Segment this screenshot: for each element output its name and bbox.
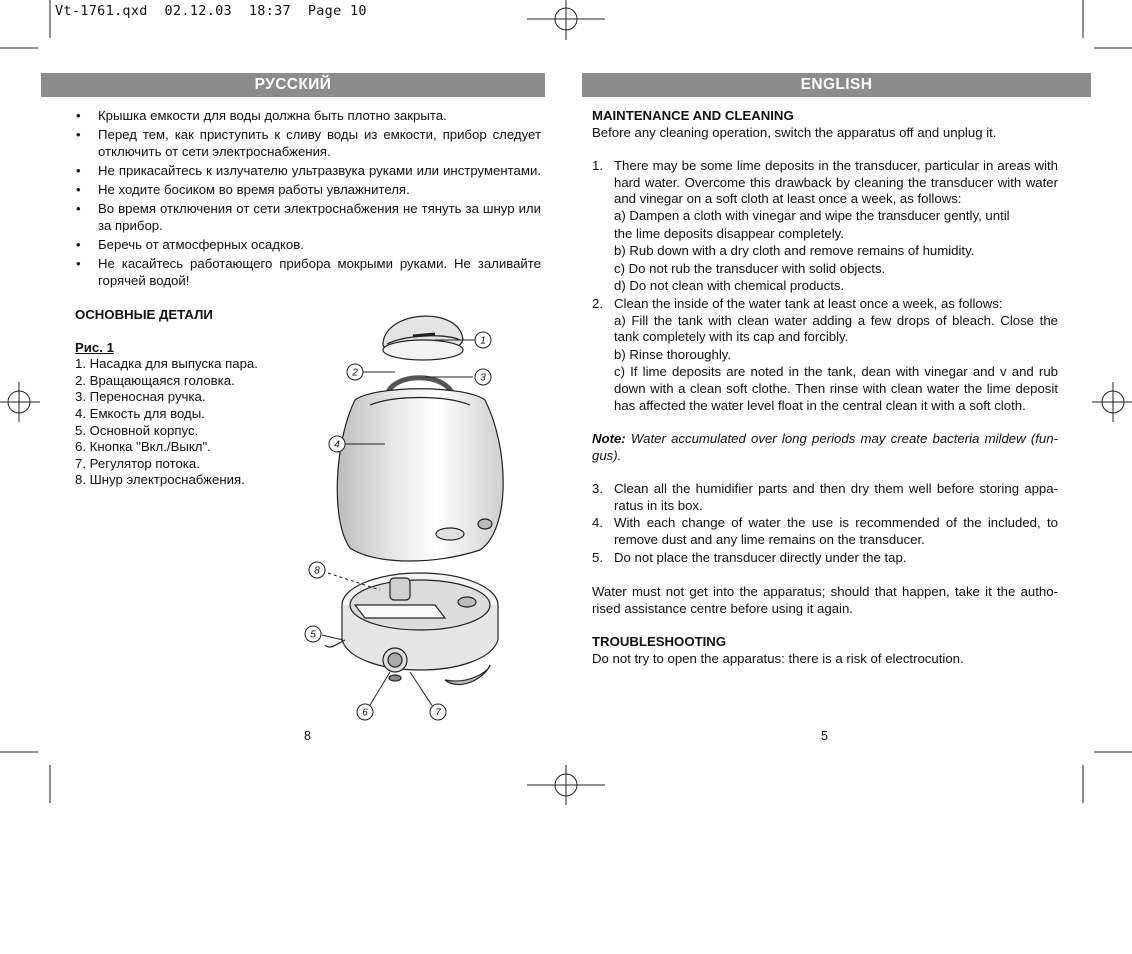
safety-bullet-list bbox=[75, 108, 541, 290]
sub-step: b) Rub down with a dry cloth and remove remains of humidity. bbox=[614, 243, 975, 259]
parts-heading: ОСНОВНЫЕ ДЕТАЛИ bbox=[75, 307, 213, 323]
humidifier-exploded-illustration bbox=[295, 300, 510, 725]
bullet-item: • Не прикасайтесь к излучателю ультразвука руками или инструментами. bbox=[75, 163, 541, 180]
part-item: 7. Регулятор потока. bbox=[75, 455, 200, 471]
bullet-item: • Крышка емкости для воды должна быть плотно закрыта. bbox=[75, 108, 541, 125]
step-text: Clean the inside of the water tank at least once a week, as follows: bbox=[614, 295, 1003, 311]
step-text: With each change of water the use is recommended of the included, to remove dust and any lime remains on the transducer. bbox=[614, 515, 1058, 548]
svg-text:3: 3 bbox=[480, 372, 486, 384]
svg-text:4: 4 bbox=[334, 439, 340, 451]
cleaning-step bbox=[592, 481, 1058, 514]
base-body-part bbox=[325, 573, 498, 685]
step-text: Do not place the transducer directly under the tap. bbox=[614, 549, 907, 565]
step-number: 3. bbox=[592, 481, 603, 497]
maintenance-intro: Before any cleaning operation, switch the apparatus off and unplug it. bbox=[592, 124, 997, 140]
english-section-header bbox=[582, 73, 1091, 97]
sub-step: c) Do not rub the transducer with solid objects. bbox=[614, 260, 886, 276]
storage-steps-list bbox=[592, 481, 1058, 566]
sub-step: b) Rinse thoroughly. bbox=[614, 346, 732, 362]
english-column bbox=[592, 108, 1058, 668]
print-slug-line: Vt-1761.qxd 02.12.03 18:37 Page 10 bbox=[55, 3, 367, 19]
part-item: 5. Основной корпус. bbox=[75, 422, 199, 438]
bullet-item: • Во время отключения от сети электроснабжения не тянуть за шнур или за прибор. bbox=[75, 201, 541, 234]
water-tank-part bbox=[337, 378, 503, 561]
sub-step: c) If lime deposits are noted in the tank, dean with vinegar and v and rub down with a clean soft clothe. Then rinse with clean water the lime deposit has affected the water level float in the central clean it with a soft cloth. bbox=[614, 364, 1058, 413]
callout-marker-4 bbox=[329, 436, 345, 452]
callout-marker-8 bbox=[309, 562, 325, 578]
part-item: 3. Переносная ручка. bbox=[75, 389, 206, 405]
part-item: 6. Кнопка "Вкл./Выкл". bbox=[75, 439, 211, 455]
cleaning-step bbox=[592, 158, 1058, 295]
cleaning-step bbox=[592, 550, 1058, 567]
callout-marker-5 bbox=[305, 626, 321, 642]
note-paragraph bbox=[592, 431, 1058, 464]
callout-marker-3 bbox=[475, 369, 491, 385]
part-item: 2. Вращающаяся головка. bbox=[75, 372, 235, 388]
svg-text:2: 2 bbox=[352, 367, 358, 379]
steam-nozzle-part bbox=[383, 316, 463, 360]
svg-text:6: 6 bbox=[362, 707, 368, 719]
bullet-item: • Перед тем, как приступить к сливу воды из емкости, прибор следует отключить от сети электроснабжения. bbox=[75, 127, 541, 160]
part-item: 1. Насадка для выпуска пара. bbox=[75, 356, 258, 372]
russian-section-header bbox=[41, 73, 545, 97]
step-text: There may be some lime deposits in the transducer, particular in areas with hard water. Overcome this drawback by cleaning the transducer with water and vinegar on a soft cloth at least once a week, as follows: bbox=[614, 158, 1058, 207]
cleaning-step bbox=[592, 296, 1058, 414]
registration-mark-top bbox=[527, 0, 605, 40]
sub-step: d) Do not clean with chemical products. bbox=[614, 278, 845, 294]
registration-mark-bottom bbox=[527, 765, 605, 805]
svg-text:7: 7 bbox=[435, 707, 441, 719]
bullet-item: • Беречь от атмосферных осадков. bbox=[75, 237, 541, 254]
callout-marker-7 bbox=[430, 704, 446, 720]
english-header-label: ENGLISH bbox=[800, 76, 873, 93]
svg-text:8: 8 bbox=[314, 565, 320, 577]
callout-marker-6 bbox=[357, 704, 373, 720]
note-label: Note: bbox=[592, 431, 626, 447]
registration-mark-left bbox=[0, 382, 40, 422]
troubleshooting-heading: TROUBLESHOOTING bbox=[592, 634, 727, 650]
russian-header-label: РУССКИЙ bbox=[254, 76, 332, 93]
note-text: Water accumulated over long periods may create bacteria mildew (fun-gus). bbox=[592, 431, 1058, 463]
maintenance-heading: MAINTENANCE AND CLEANING bbox=[592, 108, 794, 123]
part-item: 4. Емкость для воды. bbox=[75, 406, 205, 422]
cleaning-step bbox=[592, 515, 1058, 548]
bullet-item: • Не касайтесь работающего прибора мокрыми руками. Не заливайте горячей водой! bbox=[75, 256, 541, 289]
page-number-left: 8 bbox=[304, 729, 311, 743]
sub-step: the lime deposits disappear completely. bbox=[614, 225, 844, 241]
sub-step: a) Dampen a cloth with vinegar and wipe the transducer gently, until bbox=[614, 207, 1010, 223]
callout-marker-1 bbox=[475, 332, 491, 348]
step-number: 4. bbox=[592, 515, 603, 531]
step-number: 2. bbox=[592, 295, 603, 311]
page-number-right: 5 bbox=[821, 729, 828, 743]
step-number: 1. bbox=[592, 158, 603, 174]
cleaning-steps-list bbox=[592, 158, 1058, 414]
step-number: 5. bbox=[592, 549, 603, 565]
callout-marker-2 bbox=[347, 364, 363, 380]
water-warning-paragraph: Water must not get into the apparatus; should that happen, take it the autho-rised assistance centre before using it again. bbox=[592, 584, 1058, 616]
part-item: 8. Шнур электроснабжения. bbox=[75, 472, 245, 488]
svg-text:5: 5 bbox=[310, 629, 316, 641]
sub-step: a) Fill the tank with clean water adding a few drops of bleach. Close the tank completely with its cap and forcibly. bbox=[614, 312, 1058, 345]
bullet-item: • Не ходите босиком во время работы увлажнителя. bbox=[75, 182, 541, 199]
registration-mark-right bbox=[1092, 382, 1132, 422]
figure-label: Рис. 1 bbox=[75, 339, 114, 355]
svg-text:1: 1 bbox=[480, 335, 486, 347]
step-text: Clean all the humidifier parts and then dry them well before storing appa-ratus in its box. bbox=[614, 481, 1058, 513]
troubleshooting-text: Do not try to open the apparatus: there is a risk of electrocution. bbox=[592, 651, 964, 667]
